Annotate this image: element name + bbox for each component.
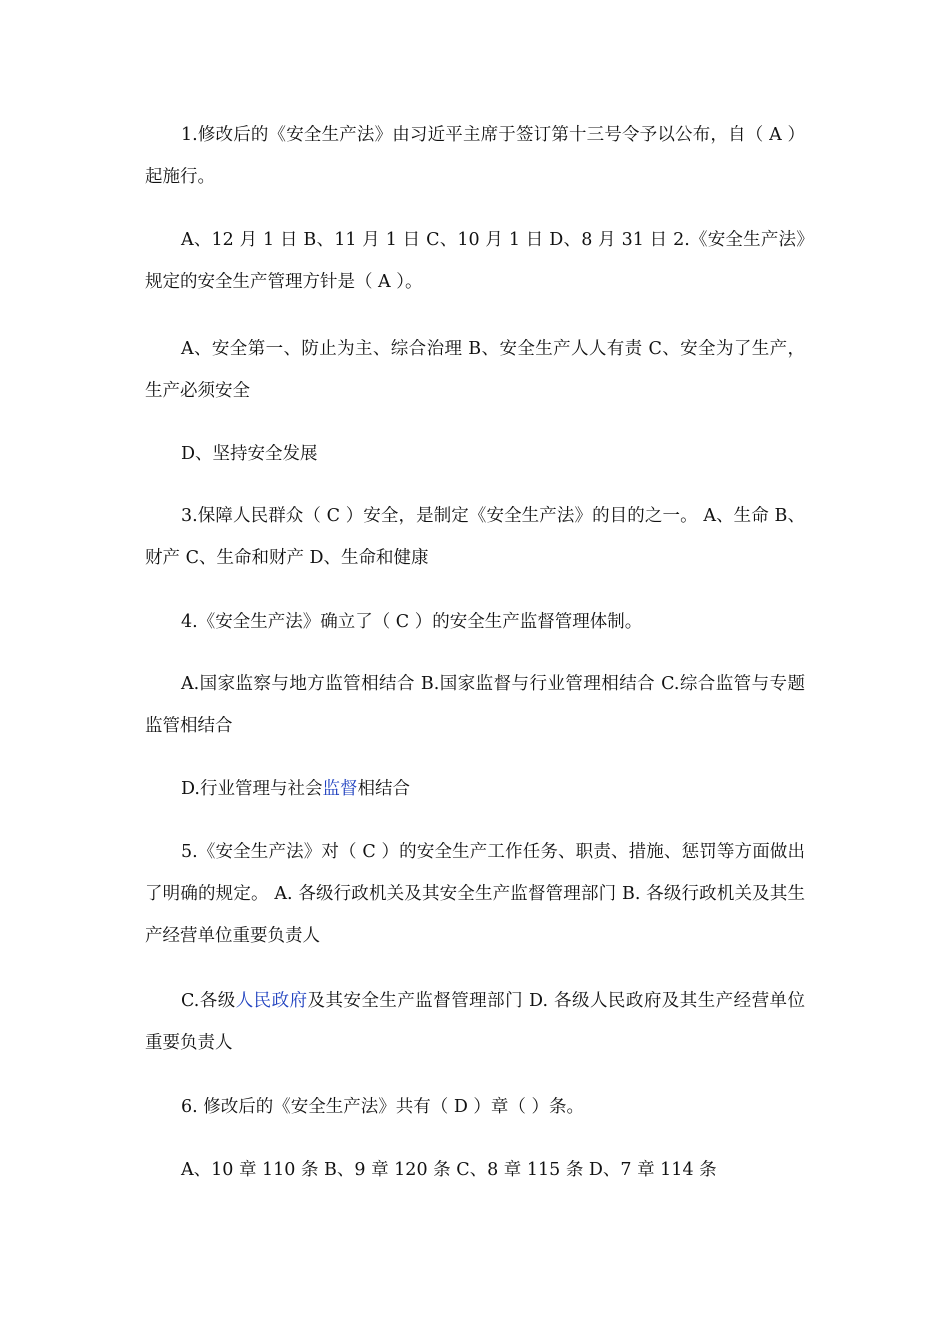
question-2-options-abc: A、安全第一、防止为主、综合治理 B、安全生产人人有责 C、安全为了生产，生产必须安全 [145,339,805,401]
question-1: 1.修改后的《安全生产法》由习近平主席于签订第十三号令予以公布，自（ A ）起施行。 [145,125,805,187]
option-c-text-before: C.各级 [181,991,236,1011]
question-5: 5.《安全生产法》对（ C ）的安全生产工作任务、职责、措施、惩罚等方面做出了明确的规定。 A. 各级行政机关及其安全生产监督管理部门 B. 各级行政机关及其生产经营单位重要负责人 [145,842,805,946]
question-4: 4.《安全生产法》确立了（ C ）的安全生产监督管理体制。 [181,612,643,632]
option-d-text-after: 相结合 [357,779,410,799]
option-c-text-after: 及其安全生产监督管理部门 D. 各级人民政府及其生产经营单位重要负责人 [145,991,805,1053]
question-5-options-cd [145,980,805,1064]
question-6-options: A、10 章 110 条 B、9 章 120 条 C、8 章 115 条 D、7 章 114 条 [181,1160,717,1180]
question-2-option-d: D、坚持安全发展 [181,444,318,464]
question-3: 3.保障人民群众（ C ）安全，是制定《安全生产法》的目的之一。 A、生命 B、财产 C、生命和财产 D、生命和健康 [145,506,805,568]
peoples-government-link[interactable]: 人民政府 [235,991,308,1011]
question-4-option-d [145,768,805,810]
option-d-text-before: D.行业管理与社会 [181,779,323,799]
question-1-options-and-question-2: A、12 月 1 日 B、11 月 1 日 C、10 月 1 日 D、8 月 31 日 2.《安全生产法》规定的安全生产管理方针是（ A ）。 [145,230,805,292]
question-6: 6. 修改后的《安全生产法》共有（ D ）章（ ）条。 [181,1097,584,1117]
supervision-link[interactable]: 监督 [322,779,358,799]
question-4-options-abc: A.国家监察与地方监管相结合 B.国家监督与行业管理相结合 C.综合监管与专题监管相结合 [145,674,805,736]
